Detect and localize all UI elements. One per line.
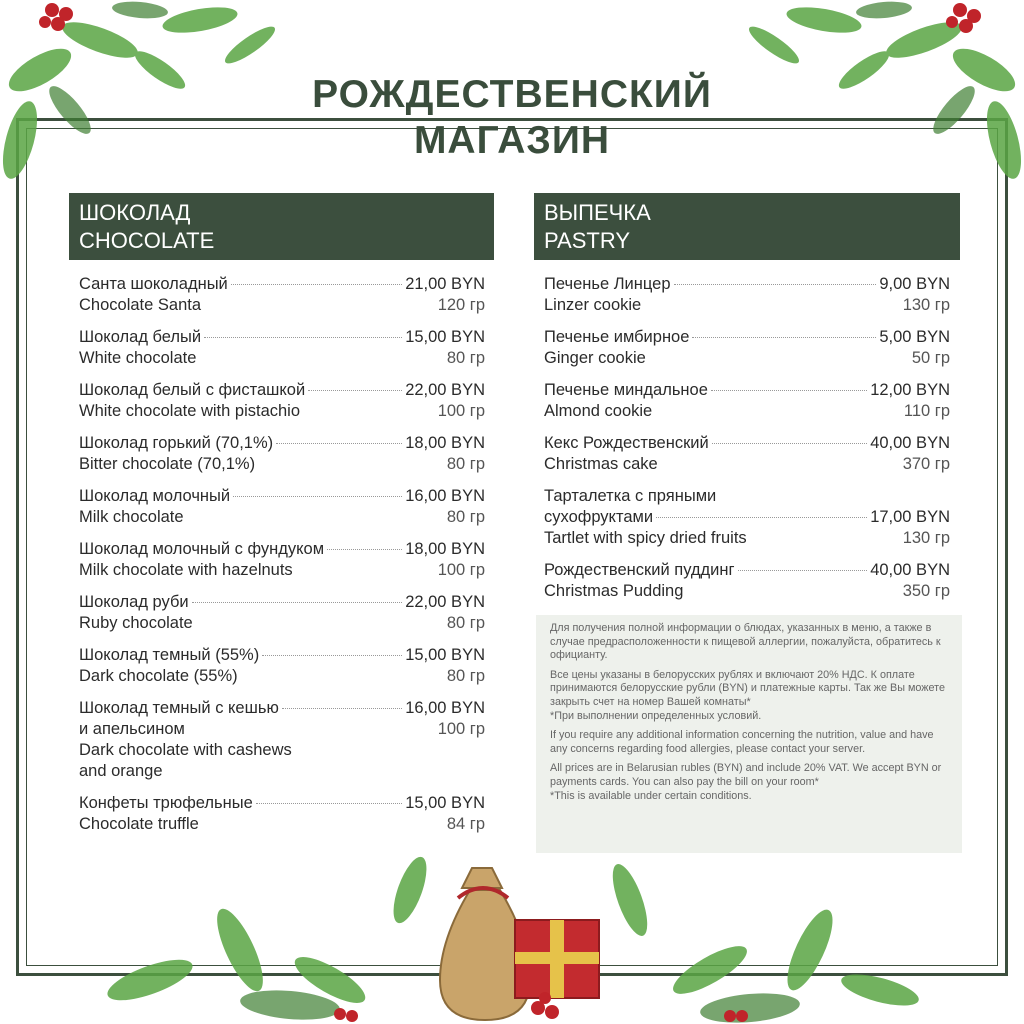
item-price: 18,00 BYN [405, 540, 485, 558]
note-ru-conditions: *При выполнении определенных условий. [550, 709, 762, 722]
dot-leader [192, 602, 403, 603]
item-name-en: Bitter chocolate (70,1%) [79, 455, 256, 473]
menu-item [79, 592, 485, 634]
chocolate-title-en: CHOCOLATE [79, 228, 215, 253]
item-price: 12,00 BYN [870, 381, 950, 399]
item-name-ru: Печенье Линцер [544, 275, 671, 293]
pastry-section-header [534, 193, 960, 260]
item-name-ru: Шоколад белый с фисташкой [79, 381, 306, 399]
item-name-ru: Шоколад темный (55%) [79, 646, 260, 664]
title-line-1: РОЖДЕСТВЕНСКИЙ [312, 73, 712, 116]
menu-item [544, 380, 950, 422]
item-name-en: Ginger cookie [544, 349, 646, 367]
item-name-en: Tartlet with spicy dried fruits [544, 529, 747, 547]
foliage-bottom-icon [90, 830, 930, 1024]
menu-item [79, 698, 485, 782]
menu-item [79, 274, 485, 316]
item-name-ru: Шоколад темный с кешью [79, 699, 279, 717]
item-name-en: Chocolate truffle [79, 815, 199, 833]
dot-leader [262, 655, 402, 656]
item-name-en: Christmas cake [544, 455, 658, 473]
info-notes [536, 615, 962, 853]
dot-leader [276, 443, 402, 444]
menu-item [544, 327, 950, 369]
item-name-ru: Кекс Рождественский [544, 434, 709, 452]
item-price: 40,00 BYN [870, 561, 950, 579]
menu-item [544, 274, 950, 316]
dot-leader [233, 496, 402, 497]
item-price: 5,00 BYN [879, 328, 950, 346]
item-weight: 50 гр [911, 349, 950, 367]
note-en-prices: All prices are in Belarusian rubles (BYN) and include 20% VAT. We accept BYN or payments cards. You can also pay the bill on your room* [550, 762, 942, 788]
item-price: 9,00 BYN [879, 275, 950, 293]
item-name-ru: Печенье миндальное [544, 381, 708, 399]
dot-leader [231, 284, 402, 285]
item-weight: 80 гр [446, 349, 485, 367]
menu-item [79, 327, 485, 369]
item-name-en: White chocolate with pistachio [79, 402, 301, 420]
item-price: 15,00 BYN [405, 794, 485, 812]
dot-leader [712, 443, 867, 444]
item-weight: 100 гр [437, 720, 485, 738]
item-name-en: Ruby chocolate [79, 614, 193, 632]
item-name-en: Milk chocolate [79, 508, 184, 526]
item-name-ru: Печенье имбирное [544, 328, 690, 346]
item-weight: 80 гр [446, 667, 485, 685]
item-price: 40,00 BYN [870, 434, 950, 452]
item-name-en: Dark chocolate (55%) [79, 667, 238, 685]
pastry-list [544, 274, 950, 613]
item-weight: 80 гр [446, 614, 485, 632]
page-title [240, 72, 784, 164]
chocolate-title-ru: ШОКОЛАД [79, 200, 191, 225]
item-name-en: Milk chocolate with hazelnuts [79, 561, 293, 579]
menu-item [79, 793, 485, 835]
item-name-en: Linzer cookie [544, 296, 642, 314]
item-name-ru: Шоколад молочный с фундуком [79, 540, 325, 558]
item-name-ru: Шоколад горький (70,1%) [79, 434, 274, 452]
item-name-ru: Шоколад руби [79, 593, 189, 611]
menu-item [79, 433, 485, 475]
item-name-ru: Шоколад белый [79, 328, 202, 346]
dot-leader [656, 517, 867, 518]
item-name-ru-first: Тарталетка с пряными [544, 487, 717, 505]
item-weight: 80 гр [446, 508, 485, 526]
item-weight: 350 гр [902, 582, 950, 600]
dot-leader [711, 390, 867, 391]
dot-leader [256, 803, 402, 804]
item-weight: 100 гр [437, 561, 485, 579]
item-name-ru: сухофруктами [544, 508, 654, 526]
title-line-2: МАГАЗИН [413, 119, 611, 162]
item-name-ru: Шоколад молочный [79, 487, 231, 505]
menu-item [544, 560, 950, 602]
item-name-ru: Рождественский пуддинг [544, 561, 735, 579]
dot-leader [204, 337, 402, 338]
chocolate-section-header [69, 193, 494, 260]
item-weight: 120 гр [437, 296, 485, 314]
item-price: 15,00 BYN [405, 328, 485, 346]
note-ru-allergy: Для получения полной информации о блюдах, указанных в меню, а также в случае предрасположенности к пищевой аллергии, пожалуйста, обратитесь к официанту. [550, 622, 941, 662]
note-ru-prices: Все цены указаны в белорусских рублях и включают 20% НДС. К оплате принимаются белорусские рубли (BYN) и платежные карты. Так же Вы можете закрыть счет на номер Вашей комнаты* [550, 668, 945, 708]
item-name-ru: Конфеты трюфельные [79, 794, 253, 812]
menu-item [79, 486, 485, 528]
dot-leader [282, 708, 402, 709]
menu-item [544, 433, 950, 475]
item-weight: 100 гр [437, 402, 485, 420]
item-name-en: Chocolate Santa [79, 296, 202, 314]
pastry-title-en: PASTRY [544, 228, 630, 253]
item-price: 16,00 BYN [405, 699, 485, 717]
item-weight: 84 гр [446, 815, 485, 833]
item-name-en-cont: and orange [79, 762, 163, 780]
item-price: 22,00 BYN [405, 381, 485, 399]
item-weight: 370 гр [902, 455, 950, 473]
menu-item [79, 539, 485, 581]
item-price: 16,00 BYN [405, 487, 485, 505]
item-weight: 130 гр [902, 296, 950, 314]
pastry-title-ru: ВЫПЕЧКА [544, 200, 651, 225]
dot-leader [327, 549, 402, 550]
item-price: 17,00 BYN [870, 508, 950, 526]
note-en-conditions: *This is available under certain conditions. [550, 789, 752, 802]
item-name-ru: Санта шоколадный [79, 275, 228, 293]
menu-item [79, 380, 485, 422]
dot-leader [692, 337, 876, 338]
dot-leader [308, 390, 402, 391]
item-name-en: Dark chocolate with cashews [79, 741, 292, 759]
chocolate-list [79, 274, 485, 846]
item-name-en: Christmas Pudding [544, 582, 684, 600]
item-name-en: White chocolate [79, 349, 197, 367]
item-name-en: Almond cookie [544, 402, 653, 420]
menu-item [544, 486, 950, 549]
note-en-allergy: If you require any additional information concerning the nutrition, value and have any concerns regarding food allergies, please contact your server. [550, 729, 934, 755]
item-price: 22,00 BYN [405, 593, 485, 611]
dot-leader [674, 284, 877, 285]
menu-item [79, 645, 485, 687]
item-price: 15,00 BYN [405, 646, 485, 664]
dot-leader [738, 570, 868, 571]
item-weight: 110 гр [903, 402, 950, 420]
item-price: 18,00 BYN [405, 434, 485, 452]
item-weight: 80 гр [446, 455, 485, 473]
item-weight: 130 гр [902, 529, 950, 547]
item-price: 21,00 BYN [405, 275, 485, 293]
item-name-ru-cont: и апельсином [79, 720, 185, 738]
